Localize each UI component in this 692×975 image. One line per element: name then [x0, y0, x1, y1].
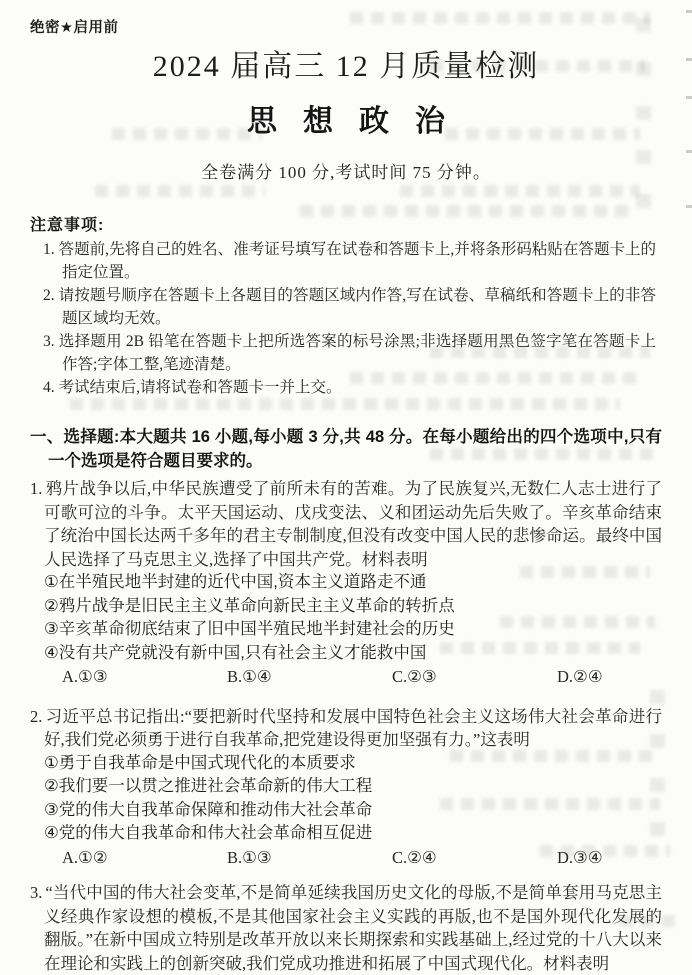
statement-line: ①在半殖民地半封建的近代中国,资本主义道路走不通	[44, 573, 427, 591]
question-3-stem	[30, 881, 662, 975]
notice-text: 考试结束后,请将试卷和答题卡一并上交。	[58, 379, 342, 396]
question-2-statements	[30, 752, 662, 846]
question-stem-text: “当代中国的伟大社会变革,不是简单延续我国历史文化的母版,不是简单套用马克思主义经典作家设想的模板,不是其他国家社会主义实践的再版,也不是国外现代化发展的翻版。”在新中国成立特别是改革开放以来长期探索和实践基础上,经过党的十八大以来在理论和实践上的创新突破,我们党成功推进和拓展了中国式现代化。材料表明	[44, 883, 662, 973]
notice-number: 4.	[43, 379, 55, 396]
notice-number: 2.	[43, 287, 55, 304]
question-2-stem	[30, 705, 662, 752]
statement-line: ②我们要一以贯之推进社会革命新的伟大工程	[44, 777, 373, 795]
option-b: B.①④	[227, 667, 272, 686]
notice-text: 答题前,先将自己的姓名、准考证号填写在试卷和答题卡上,并将条形码粘贴在答题卡上的指定位置。	[58, 241, 656, 281]
question-number: 1.	[30, 479, 43, 498]
option-b: B.①③	[227, 847, 272, 867]
statement-line: ③辛亥革命彻底结束了旧中国半殖民地半封建社会的历史	[44, 620, 455, 638]
notices	[30, 212, 662, 399]
question-2	[30, 705, 662, 870]
question-2-options	[30, 846, 662, 870]
section-heading: 一、选择题:本大题共 16 小题,每小题 3 分,共 48 分。在每小题给出的四个选项中,只有一个选项是符合题目要求的。	[30, 428, 662, 470]
option-a: A.①③	[62, 667, 108, 686]
question-1-stem	[30, 477, 662, 571]
notice-item	[43, 284, 656, 330]
question-stem-text: 习近平总书记指出:“要把新时代坚持和发展中国特色社会主义这场伟大社会革命进行好,我们党必须勇于进行自我革命,把党建设得更加坚强有力。”这表明	[44, 706, 662, 749]
question-3	[30, 881, 662, 975]
notice-text: 请按题号顺序在答题卡上各题目的答题区域内作答,写在试卷、草稿纸和答题卡上的非答题区域均无效。	[58, 287, 656, 327]
notice-number: 1.	[43, 241, 55, 258]
option-c: C.②④	[392, 847, 437, 867]
question-number: 2.	[30, 706, 43, 726]
notice-number: 3.	[43, 333, 55, 350]
statement-line: ①勇于自我革命是中国式现代化的本质要求	[44, 753, 356, 772]
question-1	[30, 477, 662, 689]
question-1-options	[30, 665, 662, 689]
question-number: 3.	[30, 883, 43, 902]
notice-item	[43, 330, 656, 376]
exam-info: 全卷满分 100 分,考试时间 75 分钟。	[201, 163, 491, 182]
option-a: A.①②	[62, 847, 108, 867]
exam-title: 2024 届高三 12 月质量检测	[152, 50, 540, 83]
statement-line: ④没有共产党就没有新中国,只有社会主义才能救中国	[44, 643, 427, 662]
option-d: D.②④	[557, 667, 603, 686]
notice-list	[43, 238, 656, 399]
statement-line: ②鸦片战争是旧民主主义革命向新民主主义革命的转折点	[44, 596, 455, 615]
classification-label: 绝密★启用前	[30, 20, 119, 36]
question-stem-text: 鸦片战争以后,中华民族遭受了前所未有的苦难。为了民族复兴,无数仁人志士进行了可歌可泣的斗争。太平天国运动、戊戌变法、义和团运动先后失败了。辛亥革命结束了统治中国长达两千多年的君主专制制度,但没有改变中国人民的悲惨命运。最终中国人民选择了马克思主义,选择了中国共产党。材料表明	[44, 479, 662, 569]
statement-line: ③党的伟大自我革命保障和推动伟大社会革命	[44, 800, 373, 819]
notice-text: 选择题用 2B 铅笔在答题卡上把所选答案的标号涂黑;非选择题用黑色签字笔在答题卡上作答;字体工整,笔迹清楚。	[58, 333, 656, 373]
option-d: D.③④	[557, 847, 603, 867]
question-1-statements	[30, 571, 662, 665]
exam-subject: 思想政治	[247, 105, 471, 138]
notice-item	[43, 238, 656, 284]
option-c: C.②③	[392, 667, 437, 686]
notices-heading: 注意事项:	[30, 217, 105, 234]
statement-line: ④党的伟大自我革命和伟大社会革命相互促进	[44, 824, 373, 842]
notice-item	[43, 376, 656, 399]
